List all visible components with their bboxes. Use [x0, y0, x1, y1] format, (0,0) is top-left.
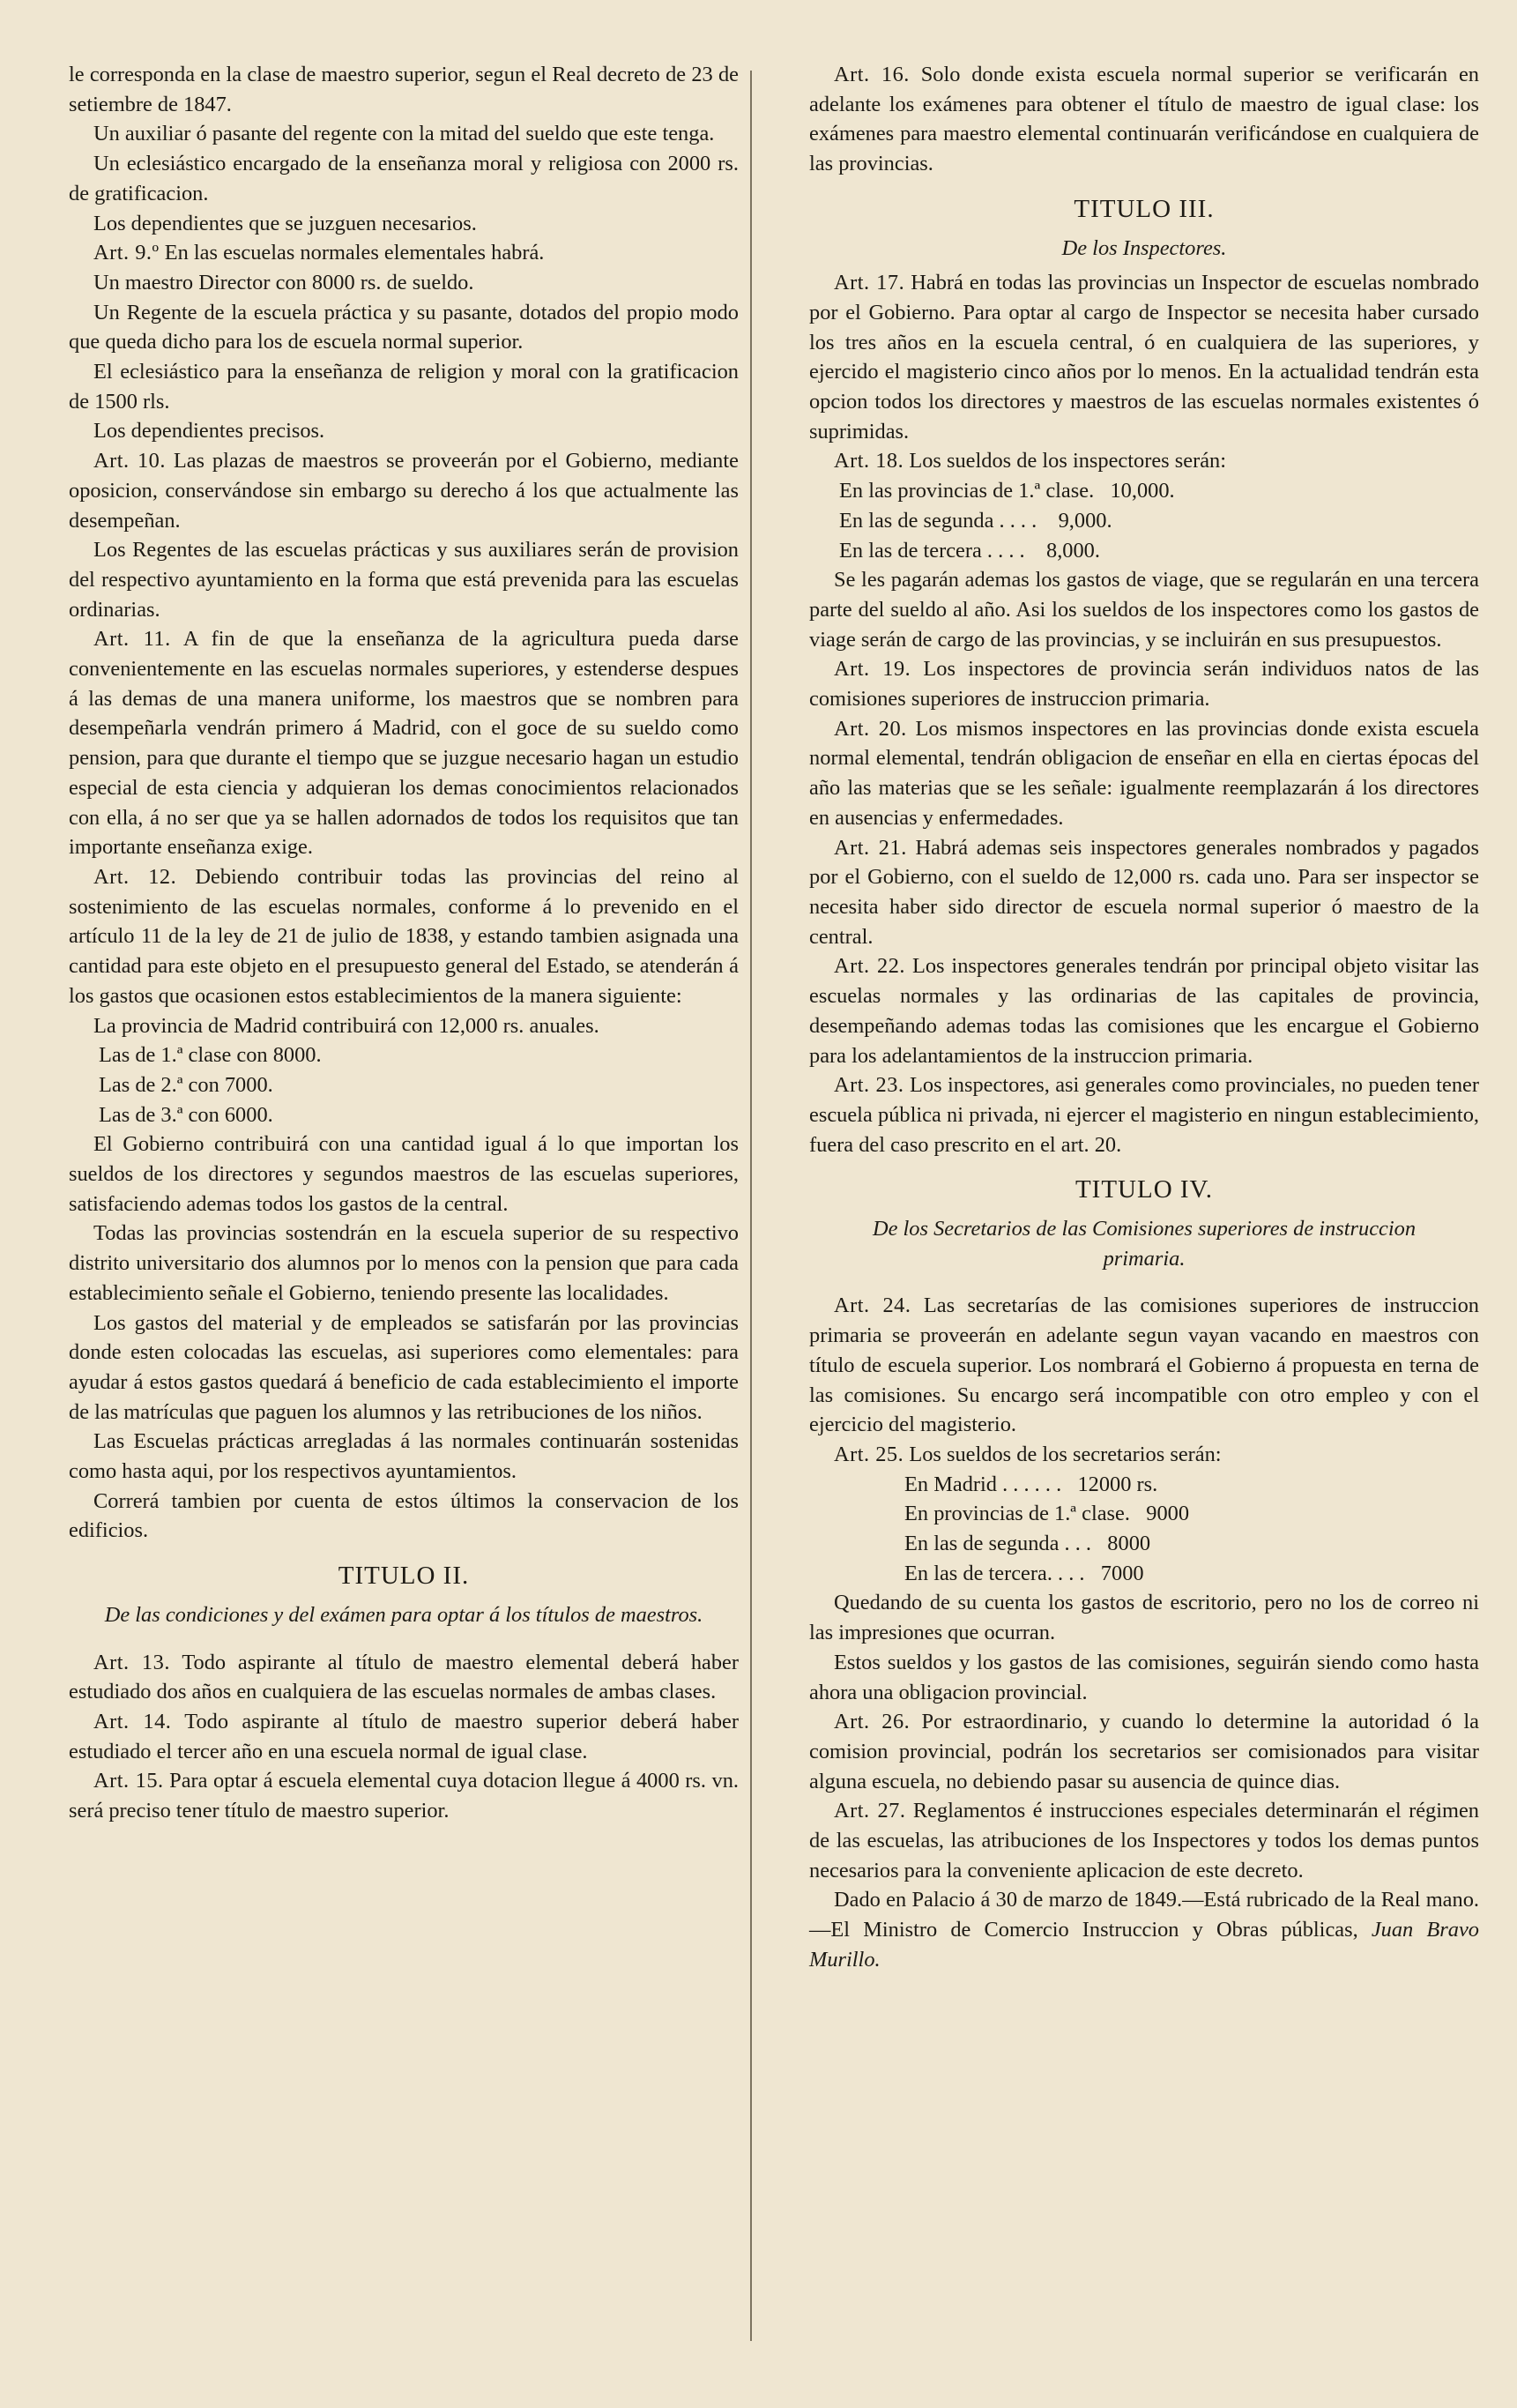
minister-signature: Juan Bravo Murillo.: [809, 1918, 1479, 1972]
article-label: Art. 12.: [93, 864, 177, 889]
article-text: Los sueldos de los inspectores serán:: [909, 449, 1227, 473]
right-column: [809, 60, 1479, 1975]
article-label: Art. 18.: [834, 449, 904, 473]
paragraph: La provincia de Madrid contribuirá con 12,000 rs. anuales.: [93, 1013, 599, 1038]
contribution-line: Las de 2.ª con 7000.: [99, 1072, 273, 1097]
article-label: Art. 17.: [834, 271, 905, 295]
article-text: A fin de que la enseñanza de la agricultura pueda darse convenientemente en las escuelas normales superiores, y estenderse despues á las demas de una manera uniforme, los maestros que se nombren para desempeñarla vendrán primero á Madrid, con el goce de su sueldo como pension, para que durante el tiempo que se juzgue necesario hagan un estudio especial de esta ciencia y adquieran los demas conocimientos relacionados con ella, á no ser que ya se hallen adornados de todos los requisitos que tan importante enseñanza exige.: [69, 627, 739, 860]
article-paragraph: [809, 833, 1479, 952]
article-label: Art. 22.: [834, 954, 906, 979]
closing-paragraph: [809, 1885, 1479, 1974]
article-paragraph: [809, 1070, 1479, 1159]
article-paragraph: [809, 268, 1479, 446]
article-paragraph: [809, 654, 1479, 713]
article-label: Art. 16.: [834, 63, 910, 86]
article-paragraph: [69, 446, 739, 535]
article-text: Los sueldos de los secretarios serán:: [909, 1442, 1222, 1466]
closing-text: Dado en Palacio á 30 de marzo de 1849.—Está rubricado de la Real mano.—El Ministro de Comercio Instruccion y Obras públicas,: [809, 1888, 1479, 1942]
paragraph: Se les pagarán ademas los gastos de viage, que se regularán en una tercera parte del sueldo al año. Asi los sueldos de los inspectores como los gastos de viage serán de cargo de las provincias, y se incluirán en sus presupuestos.: [809, 568, 1479, 652]
paragraph: El eclesiástico para la enseñanza de religion y moral con la gratificacion de 1500 rls.: [69, 360, 739, 414]
paragraph: Los Regentes de las escuelas prácticas y sus auxiliares serán de provision del respectivo ayuntamiento en la forma que está prevenida para las escuelas ordinarias.: [69, 538, 739, 622]
paragraph: El Gobierno contribuirá con una cantidad igual á lo que importan los sueldos de los directores y segundos maestros de las escuelas superiores, satisfaciendo ademas todos los gastos de la central.: [69, 1132, 739, 1216]
paragraph: Los dependientes precisos.: [93, 419, 325, 444]
article-text: Todo aspirante al título de maestro elemental deberá haber estudiado dos años en cualquiera de las escuelas normales de ambas clases.: [69, 1650, 739, 1704]
section-subtitle: De las condiciones y del exámen para optar á los títulos de maestros.: [104, 1602, 703, 1627]
salary-line: En Madrid . . . . . . 12000 rs.: [904, 1472, 1158, 1496]
article-text: En las escuelas normales elementales habrá.: [164, 241, 545, 265]
paragraph: Un auxiliar ó pasante del regente con la mitad del sueldo que este tenga.: [93, 122, 715, 146]
contribution-line: Las de 3.ª con 6000.: [99, 1102, 273, 1127]
left-column: [69, 60, 739, 1826]
paragraph: Un eclesiástico encargado de la enseñanza moral y religiosa con 2000 rs. de gratificacion.: [69, 152, 739, 205]
article-text: Los inspectores generales tendrán por principal objeto visitar las escuelas normales y las ordinarias de las capitales de provincia, desempeñando ademas todas las comisiones que les encargue el Gobierno para los adelantamientos de la instruccion primaria.: [809, 954, 1479, 1068]
article-text: Los inspectores, asi generales como provinciales, no pueden tener escuela pública ni privada, ni ejercer el magisterio en ningun establecimiento, fuera del caso prescrito en el art. 20.: [809, 1073, 1479, 1157]
salary-line: En las de segunda . . . 8000: [904, 1532, 1151, 1556]
paragraph: le corresponda en la clase de maestro superior, segun el Real decreto de 23 de setiembre de 1847.: [69, 63, 739, 116]
section-subtitle: De los Secretarios de las Comisiones superiores de instruccion primaria.: [872, 1217, 1417, 1271]
article-label: Art. 25.: [834, 1442, 904, 1466]
paragraph: Las Escuelas prácticas arregladas á las normales continuarán sostenidas como hasta aqui, por los respectivos ayuntamientos.: [69, 1429, 739, 1484]
paragraph: Un Regente de la escuela práctica y su pasante, dotados del propio modo que queda dicho para los de escuela normal superior.: [69, 300, 739, 354]
salary-line: En las de tercera . . . . 8,000.: [839, 538, 1100, 563]
paragraph: Los gastos del material y de empleados se satisfarán por las provincias donde esten colocadas las escuelas, asi superiores como elementales: para ayudar á estos gastos quedará á beneficio de cada establecimiento el importe de las matrículas que paguen los alumnos y las retribuciones de los niños.: [69, 1310, 739, 1424]
article-text: Solo donde exista escuela normal superior se verificarán en adelante los exámenes para obtener el título de maestro de igual clase: los exámenes para maestro elemental continuarán verificándose en cualquiera de las provincias.: [809, 63, 1479, 176]
article-label: Art. 27.: [834, 1799, 906, 1823]
article-text: Las secretarías de las comisiones superiores de instruccion primaria se proveerán en adelante segun vayan vacando en maestros con título de escuela superior. Los nombrará el Gobierno á propuesta en terna de las comisiones. Su encargo será incompatible con otro empleo y con el ejercicio del magisterio.: [809, 1293, 1480, 1437]
section-title: TITULO IV.: [1075, 1175, 1214, 1204]
salary-line: En provincias de 1.ª clase. 9000: [904, 1502, 1190, 1526]
article-label: Art. 21.: [834, 835, 907, 860]
article-text: Todo aspirante al título de maestro superior deberá haber estudiado el tercer año en una escuela normal de igual clase.: [69, 1709, 739, 1763]
article-paragraph: [809, 60, 1479, 179]
salary-line: En las provincias de 1.ª clase. 10,000.: [839, 479, 1175, 503]
salary-line: En las de tercera. . . . 7000: [904, 1561, 1144, 1585]
paragraph: Todas las provincias sostendrán en la escuela superior de su respectivo distrito universitario dos alumnos por lo menos con la pension que para cada establecimiento señale el Gobierno, teniendo presente las localidades.: [69, 1221, 739, 1305]
article-text: Los inspectores de provincia serán individuos natos de las comisiones superiores de instruccion primaria.: [809, 657, 1479, 712]
article-paragraph: [69, 624, 739, 862]
article-label: Art. 23.: [834, 1073, 904, 1098]
article-text: Habrá ademas seis inspectores generales nombrados y pagados por el Gobierno, con el sueldo de 12,000 rs. cada uno. Para ser inspector se necesita haber sido director de escuela normal superior ó maestro de la central.: [809, 835, 1479, 949]
article-text: Las plazas de maestros se proveerán por el Gobierno, mediante oposicion, conservándose sin embargo su derecho á los que actualmente las desempeñan.: [69, 449, 739, 533]
article-label: Art. 20.: [834, 716, 907, 741]
article-paragraph: [809, 714, 1479, 833]
article-paragraph: [809, 446, 1479, 476]
article-paragraph: [69, 1648, 739, 1707]
article-paragraph: [809, 951, 1479, 1070]
article-label: Art. 11.: [93, 627, 171, 652]
article-paragraph: [69, 238, 739, 268]
section-title: TITULO III.: [1074, 194, 1215, 223]
salary-line: En las de segunda . . . . 9,000.: [839, 508, 1112, 533]
article-label: Art. 19.: [834, 657, 911, 682]
article-paragraph: [69, 1766, 739, 1825]
article-text: Reglamentos é instrucciones especiales determinarán el régimen de las escuelas, las atribuciones de los Inspectores y todos los demas puntos necesarios para la conveniente aplicacion de este decreto.: [809, 1799, 1479, 1882]
article-text: Para optar á escuela elemental cuya dotacion llegue á 4000 rs. vn. será preciso tener título de maestro superior.: [69, 1769, 739, 1823]
article-label: Art. 13.: [93, 1650, 170, 1674]
article-paragraph: [809, 1440, 1479, 1470]
section-subtitle: De los Inspectores.: [1061, 235, 1227, 260]
article-text: Debiendo contribuir todas las provincias del reino al sostenimiento de las escuelas normales, conforme á lo prevenido en el artículo 11 de la ley de 21 de julio de 1838, y estando tambien asignada una cantidad para este objeto en el presupuesto general del Estado, se atenderán á los gastos que ocasionen estos establecimientos de la manera siguiente:: [69, 864, 739, 1008]
article-label: Art. 15.: [93, 1769, 164, 1793]
article-paragraph: [809, 1796, 1479, 1885]
article-label: Art. 9.º: [93, 241, 160, 265]
paragraph: Quedando de su cuenta los gastos de escritorio, pero no los de correo ni las impresiones que ocurran.: [809, 1591, 1479, 1645]
contribution-line: Las de 1.ª clase con 8000.: [99, 1043, 322, 1068]
paragraph: Un maestro Director con 8000 rs. de sueldo.: [93, 270, 474, 294]
article-paragraph: [809, 1291, 1479, 1440]
article-label: Art. 10.: [93, 449, 166, 473]
paragraph: Estos sueldos y los gastos de las comisiones, seguirán siendo como hasta ahora una obligacion provincial.: [809, 1650, 1479, 1704]
article-text: Por estraordinario, y cuando lo determine la autoridad ó la comision provincial, podrán los secretarios ser comisionados para visitar alguna escuela, no debiendo pasar su ausencia de quince dias.: [809, 1710, 1479, 1793]
article-text: Los mismos inspectores en las provincias donde exista escuela normal elemental, tendrán obligacion de enseñar en ella en ciertas épocas del año las materias que se les señale: igualmente reemplazarán á los directores en ausencias y enfermedades.: [809, 716, 1479, 830]
article-paragraph: [69, 862, 739, 1011]
section-title: TITULO II.: [338, 1562, 470, 1591]
article-label: Art. 14.: [93, 1709, 172, 1733]
article-paragraph: [809, 1707, 1479, 1796]
column-divider: [750, 71, 752, 2341]
article-label: Art. 24.: [834, 1293, 911, 1318]
paragraph: Correrá tambien por cuenta de estos últimos la conservacion de los edificios.: [69, 1488, 739, 1543]
article-label: Art. 26.: [834, 1710, 911, 1734]
article-paragraph: [69, 1707, 739, 1766]
paragraph: Los dependientes que se juzguen necesarios.: [93, 211, 477, 235]
article-text: Habrá en todas las provincias un Inspector de escuelas nombrado por el Gobierno. Para optar al cargo de Inspector se necesita haber cursado los tres años en la escuela central, ó en cualquiera de las superiores, y ejercido el magisterio cinco años por lo menos. En la actualidad tendrán esta opcion todos los directores y maestros de las escuelas normales existentes ó suprimidas.: [809, 271, 1479, 444]
